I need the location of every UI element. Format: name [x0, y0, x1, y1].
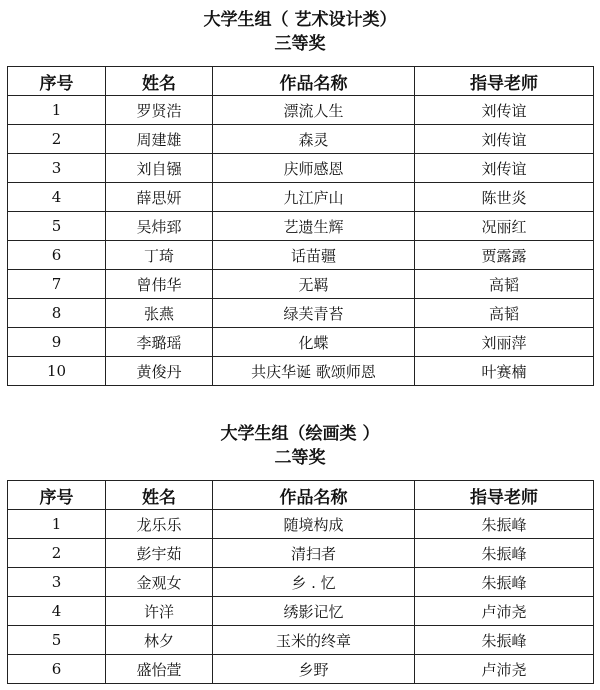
section-title: 大学生组（ 艺术设计类）	[203, 10, 397, 30]
cell-name: 龙乐乐	[106, 510, 213, 539]
cell-name: 金观女	[106, 568, 213, 597]
cell-work-title: 艺遗生辉	[213, 212, 415, 241]
cell-index: 9	[8, 328, 106, 357]
cell-work-title: 绣影记忆	[213, 597, 415, 626]
cell-advisor: 刘丽萍	[415, 328, 594, 357]
table-row	[8, 212, 594, 241]
cell-index: 2	[8, 125, 106, 154]
cell-work-title: 乡野	[213, 655, 415, 684]
table-row	[8, 568, 594, 597]
table-row	[8, 539, 594, 568]
award-table-painting	[7, 480, 594, 684]
cell-index: 5	[8, 212, 106, 241]
cell-index: 2	[8, 539, 106, 568]
table-row	[8, 183, 594, 212]
cell-work-title: 玉米的终章	[213, 626, 415, 655]
cell-name: 李璐瑶	[106, 328, 213, 357]
column-header-work-title: 作品名称	[213, 67, 415, 96]
cell-work-title: 乡 . 忆	[213, 568, 415, 597]
table-row	[8, 96, 594, 125]
cell-index: 1	[8, 510, 106, 539]
cell-index: 1	[8, 96, 106, 125]
cell-work-title: 绿芙青苔	[213, 299, 415, 328]
cell-index: 4	[8, 183, 106, 212]
column-header-work-title: 作品名称	[213, 481, 415, 510]
cell-work-title: 森灵	[213, 125, 415, 154]
cell-name: 吴炜郅	[106, 212, 213, 241]
cell-name: 罗贤浩	[106, 96, 213, 125]
cell-index: 7	[8, 270, 106, 299]
table-row	[8, 299, 594, 328]
cell-advisor: 朱振峰	[415, 510, 594, 539]
cell-work-title: 九江庐山	[213, 183, 415, 212]
cell-index: 6	[8, 655, 106, 684]
cell-work-title: 共庆华诞 歌颂师恩	[213, 357, 415, 386]
cell-work-title: 化蝶	[213, 328, 415, 357]
cell-name: 张燕	[106, 299, 213, 328]
column-header-advisor: 指导老师	[415, 67, 594, 96]
cell-name: 彭宇茹	[106, 539, 213, 568]
cell-advisor: 卢沛尧	[415, 597, 594, 626]
table-row	[8, 328, 594, 357]
cell-advisor: 陈世炎	[415, 183, 594, 212]
cell-name: 薛思妍	[106, 183, 213, 212]
award-level: 三等奖	[274, 34, 326, 54]
section-painting	[0, 422, 600, 470]
cell-advisor: 朱振峰	[415, 568, 594, 597]
column-header-name: 姓名	[106, 67, 213, 96]
cell-name: 丁琦	[106, 241, 213, 270]
cell-advisor: 卢沛尧	[415, 655, 594, 684]
cell-index: 8	[8, 299, 106, 328]
cell-index: 10	[8, 357, 106, 386]
cell-work-title: 庆师感恩	[213, 154, 415, 183]
cell-advisor: 朱振峰	[415, 539, 594, 568]
cell-index: 6	[8, 241, 106, 270]
cell-name: 周建雄	[106, 125, 213, 154]
table-row	[8, 241, 594, 270]
award-level: 二等奖	[274, 448, 326, 468]
table-row	[8, 510, 594, 539]
column-header-name: 姓名	[106, 481, 213, 510]
cell-work-title: 无羁	[213, 270, 415, 299]
cell-work-title: 随境构成	[213, 510, 415, 539]
table-header-row	[8, 481, 594, 510]
cell-advisor: 况丽红	[415, 212, 594, 241]
column-header-index: 序号	[8, 67, 106, 96]
cell-advisor: 刘传谊	[415, 96, 594, 125]
section-title: 大学生组（绘画类 ）	[220, 424, 380, 444]
cell-name: 林夕	[106, 626, 213, 655]
cell-name: 许洋	[106, 597, 213, 626]
cell-advisor: 高韬	[415, 270, 594, 299]
cell-name: 盛怡萱	[106, 655, 213, 684]
cell-advisor: 叶赛楠	[415, 357, 594, 386]
cell-index: 3	[8, 568, 106, 597]
cell-advisor: 朱振峰	[415, 626, 594, 655]
table-row	[8, 125, 594, 154]
cell-advisor: 刘传谊	[415, 125, 594, 154]
table-row	[8, 154, 594, 183]
table-row	[8, 597, 594, 626]
cell-index: 5	[8, 626, 106, 655]
table-row	[8, 357, 594, 386]
award-table-art-design	[7, 66, 594, 386]
table-row	[8, 626, 594, 655]
section-art-design	[0, 8, 600, 56]
cell-work-title: 话苗疆	[213, 241, 415, 270]
cell-index: 3	[8, 154, 106, 183]
cell-name: 刘自镪	[106, 154, 213, 183]
column-header-advisor: 指导老师	[415, 481, 594, 510]
cell-advisor: 高韬	[415, 299, 594, 328]
cell-name: 曾伟华	[106, 270, 213, 299]
cell-index: 4	[8, 597, 106, 626]
cell-advisor: 贾露露	[415, 241, 594, 270]
cell-work-title: 漂流人生	[213, 96, 415, 125]
cell-name: 黄俊丹	[106, 357, 213, 386]
cell-work-title: 清扫者	[213, 539, 415, 568]
column-header-index: 序号	[8, 481, 106, 510]
table-row	[8, 270, 594, 299]
table-row	[8, 655, 594, 684]
cell-advisor: 刘传谊	[415, 154, 594, 183]
table-header-row	[8, 67, 594, 96]
